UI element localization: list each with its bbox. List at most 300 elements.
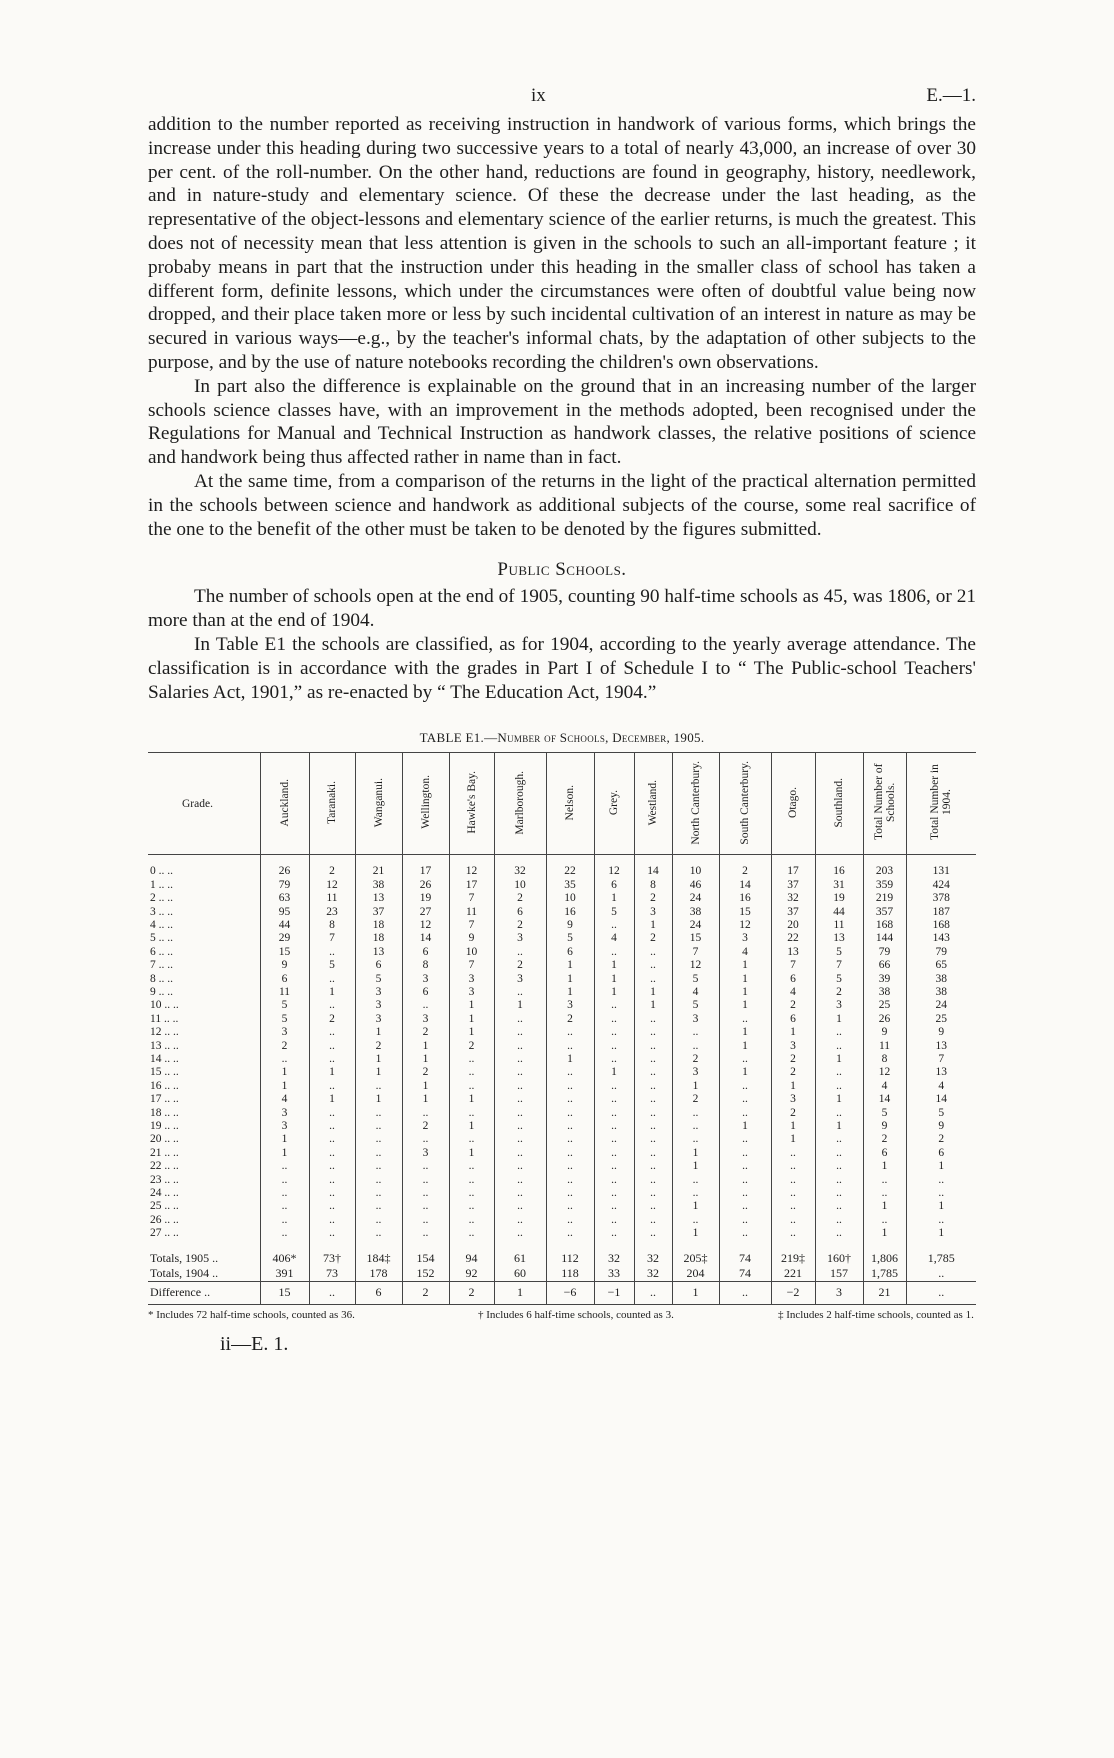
table-cell: 15: [719, 906, 771, 919]
table-cell: 131: [906, 865, 976, 878]
table-cell: 204: [672, 1266, 719, 1282]
table-cell: 1: [719, 1040, 771, 1053]
table-cell: 1: [546, 959, 594, 972]
table-cell: ..: [355, 1227, 402, 1240]
table-cell: 1: [594, 892, 634, 905]
table-cell: 1: [863, 1227, 906, 1240]
table-cell: 1: [634, 919, 672, 932]
table-cell: 424: [906, 879, 976, 892]
table-cell: ..: [594, 1133, 634, 1146]
table-cell: 9: [449, 932, 494, 945]
table-cell: ..: [815, 1214, 863, 1227]
spacer-cell: [309, 855, 355, 866]
row-label: 22 .. ..: [150, 1160, 179, 1173]
table-cell: ..: [355, 1147, 402, 1160]
table-cell: ..: [634, 1174, 672, 1187]
table-cell: 3: [260, 1107, 309, 1120]
table-cell: ..: [771, 1147, 815, 1160]
table-cell: 8: [309, 919, 355, 932]
table-cell: 15: [260, 1281, 309, 1304]
table-row: [148, 1093, 976, 1106]
table-cell: ..: [719, 1281, 771, 1304]
table-cell: 4: [260, 1093, 309, 1106]
table-row: [148, 1266, 976, 1282]
row-label: 24 .. ..: [150, 1187, 179, 1200]
spacer-cell: [719, 855, 771, 866]
table-cell: 1: [594, 1066, 634, 1079]
table-cell: ..: [494, 946, 546, 959]
table-cell: 65: [906, 959, 976, 972]
table-row: [148, 1080, 976, 1093]
row-label: 18 .. ..: [150, 1106, 179, 1119]
column-header-label: Auckland.: [278, 778, 291, 827]
page-signature: ii—E. 1.: [220, 1332, 289, 1355]
table-cell: 1: [260, 1066, 309, 1079]
table-cell: ..: [634, 1013, 672, 1026]
table-cell: ..: [634, 1214, 672, 1227]
table-cell: ..: [634, 1281, 672, 1304]
table-cell: ..: [719, 1174, 771, 1187]
table-cell: ..: [546, 1147, 594, 1160]
table-cell: 3: [672, 1013, 719, 1026]
table-cell: 1: [449, 1093, 494, 1106]
table-cell: 1: [672, 1160, 719, 1173]
table-cell: ..: [815, 1147, 863, 1160]
spacer-cell: [449, 1241, 494, 1251]
table-cell: 79: [260, 879, 309, 892]
table-cell: ..: [494, 1214, 546, 1227]
table-cell: 1: [449, 999, 494, 1012]
table-row: [148, 1120, 976, 1133]
table-cell: ..: [594, 1174, 634, 1187]
table-cell: 9: [906, 1026, 976, 1039]
table-cell: ..: [494, 1174, 546, 1187]
table-cell: ..: [309, 1133, 355, 1146]
table-cell: ..: [634, 1147, 672, 1160]
table-cell: 1: [672, 1147, 719, 1160]
table-cell: 2: [494, 919, 546, 932]
table-cell: 11: [260, 986, 309, 999]
table-cell: ..: [494, 1080, 546, 1093]
table-cell: ..: [594, 999, 634, 1012]
table-cell: −1: [594, 1281, 634, 1304]
table-cell: ..: [546, 1174, 594, 1187]
spacer-cell: [906, 1241, 976, 1251]
table-cell: 144: [863, 932, 906, 945]
table-cell: 2: [449, 1281, 494, 1304]
table-cell: ..: [309, 1160, 355, 1173]
paragraph-4: The number of schools open at the end of 1905, counting 90 half-time schools as 45, was 1806, or 21 more than at the end of 1904.: [148, 586, 976, 632]
table-cell: 184‡: [355, 1251, 402, 1266]
table-cell: ..: [634, 1200, 672, 1213]
row-label: 13 .. ..: [150, 1039, 179, 1052]
table-cell: 39: [863, 973, 906, 986]
spacer-cell: [355, 855, 402, 866]
table-cell: ..: [594, 1147, 634, 1160]
column-header: [494, 753, 546, 855]
table-cell: 1: [355, 1066, 402, 1079]
table-cell: 3: [449, 973, 494, 986]
table-cell: 2: [309, 865, 355, 878]
page-number: ix: [531, 85, 546, 106]
table-cell: 3: [771, 1093, 815, 1106]
table-cell: 12: [672, 959, 719, 972]
table-cell: 1: [355, 1093, 402, 1106]
table-cell: ..: [402, 1227, 449, 1240]
table-cell: −2: [771, 1281, 815, 1304]
table-cell: ..: [494, 1187, 546, 1200]
table-cell: 1: [449, 1120, 494, 1133]
row-label: 19 .. ..: [150, 1120, 179, 1133]
spacer-cell: [672, 1241, 719, 1251]
table-cell: 44: [260, 919, 309, 932]
table-cell: 3: [355, 1013, 402, 1026]
table-cell: 7: [309, 932, 355, 945]
table-row: [148, 1133, 976, 1146]
column-header: [260, 753, 309, 855]
table-cell: 2: [634, 932, 672, 945]
table-cell: 23: [309, 906, 355, 919]
table-cell: ..: [719, 1147, 771, 1160]
table-cell: 152: [402, 1266, 449, 1282]
table-cell: 4: [771, 986, 815, 999]
table-cell: ..: [815, 1040, 863, 1053]
table-cell: ..: [672, 1040, 719, 1053]
table-cell: ..: [634, 1026, 672, 1039]
table-cell: 2: [863, 1133, 906, 1146]
table-cell: ..: [402, 1133, 449, 1146]
table-cell: ..: [815, 1187, 863, 1200]
table-cell: 61: [494, 1251, 546, 1266]
table-cell: 1: [402, 1040, 449, 1053]
table-cell: 22: [546, 865, 594, 878]
table-cell: 1: [906, 1200, 976, 1213]
table-cell: ..: [402, 1107, 449, 1120]
table-cell: ..: [494, 1227, 546, 1240]
table-cell: ..: [449, 1066, 494, 1079]
table-cell: ..: [260, 1160, 309, 1173]
table-spacer: [148, 1241, 976, 1251]
table-cell: 10: [494, 879, 546, 892]
table-cell: 2: [546, 1013, 594, 1026]
table-cell: 13: [815, 932, 863, 945]
table-cell: 3: [719, 932, 771, 945]
table-cell: 2: [719, 865, 771, 878]
column-header-label: Wanganui.: [372, 777, 385, 827]
table-cell: ..: [594, 1160, 634, 1173]
table-cell: ..: [355, 1080, 402, 1093]
table-cell: 1: [771, 1026, 815, 1039]
table-cell: 26: [260, 865, 309, 878]
table-row: [148, 1227, 976, 1240]
table-cell: ..: [594, 1080, 634, 1093]
table-cell: 1: [906, 1227, 976, 1240]
table-cell: ..: [546, 1227, 594, 1240]
table-cell: 18: [355, 919, 402, 932]
table-cell: 3: [634, 906, 672, 919]
column-header: [148, 753, 260, 855]
table-row: [148, 1053, 976, 1066]
paragraph-2: In part also the difference is explainable on the ground that in an increasing number of the larger schools science classes have, with an improvement in the methods adopted, been recognised under the Regulations for Manual and Technical Instruction as handwork classes, the relative positions of science and handwork being thus affected rather in name than in fact.: [148, 375, 976, 469]
table-cell: ..: [402, 1187, 449, 1200]
row-label: Totals, 1905 ..: [150, 1250, 219, 1265]
table-cell: ..: [863, 1214, 906, 1227]
table-cell: ..: [863, 1174, 906, 1187]
table-cell: 2: [672, 1053, 719, 1066]
table-cell: 2: [309, 1013, 355, 1026]
row-label: 6 .. ..: [150, 945, 173, 958]
table-cell: ..: [309, 973, 355, 986]
table-cell: 1: [672, 1281, 719, 1304]
table-cell: 12: [449, 865, 494, 878]
spacer-cell: [906, 855, 976, 866]
table-cell: 391: [260, 1266, 309, 1282]
table-cell: ..: [719, 1053, 771, 1066]
table-cell: ..: [355, 1107, 402, 1120]
table-row: [148, 919, 976, 932]
table-cell: 5: [260, 999, 309, 1012]
table-cell: ..: [594, 1120, 634, 1133]
table-cell: 2: [402, 1026, 449, 1039]
table-cell: ..: [546, 1093, 594, 1106]
spacer-cell: [402, 1241, 449, 1251]
table-cell: ..: [815, 1227, 863, 1240]
table-cell: 74: [719, 1266, 771, 1282]
table-cell: 46: [672, 879, 719, 892]
column-header-label: Westland.: [647, 779, 659, 826]
table-cell: 73†: [309, 1251, 355, 1266]
table-cell: ..: [634, 1080, 672, 1093]
table-cell: ..: [402, 1200, 449, 1213]
table-cell: 5: [309, 959, 355, 972]
row-label: 25 .. ..: [150, 1200, 179, 1213]
table-cell: ..: [494, 1040, 546, 1053]
table-cell: ..: [402, 1174, 449, 1187]
column-header-label: Total Number in 1904.: [929, 764, 954, 841]
footnote-dagger: † Includes 6 half-time schools, counted as 3.: [478, 1308, 674, 1321]
table-cell: 1,785: [863, 1266, 906, 1282]
table-cell: 10: [449, 946, 494, 959]
table-cell: ..: [594, 1200, 634, 1213]
table-cell: 17: [449, 879, 494, 892]
table-cell: ..: [719, 1160, 771, 1173]
table-cell: 2: [771, 1107, 815, 1120]
table-cell: 6: [771, 1013, 815, 1026]
table-cell: 5: [815, 946, 863, 959]
table-cell: ..: [309, 1120, 355, 1133]
spacer-cell: [771, 855, 815, 866]
table-cell: ..: [309, 1174, 355, 1187]
table-cell: 12: [594, 865, 634, 878]
table-cell: 32: [771, 892, 815, 905]
table-cell: ..: [260, 1200, 309, 1213]
table-cell: 1: [719, 1026, 771, 1039]
table-cell: 3: [355, 986, 402, 999]
table-cell: ..: [634, 1093, 672, 1106]
table-cell: 1: [771, 1080, 815, 1093]
table-cell: 5: [260, 1013, 309, 1026]
table-cell: 6: [402, 946, 449, 959]
table-cell: ..: [634, 1107, 672, 1120]
table-cell: ..: [634, 959, 672, 972]
table-cell: 19: [402, 892, 449, 905]
table-cell: 2: [494, 892, 546, 905]
paragraph-3: At the same time, from a comparison of the returns in the light of the practical alternation permitted in the schools between science and handwork as additional subjects of the course, some real sacrifice of the one to the benefit of the other must be taken to be denoted by the figures submitted.: [148, 470, 976, 540]
column-header: [634, 753, 672, 855]
table-cell: 178: [355, 1266, 402, 1282]
table-cell: ..: [449, 1187, 494, 1200]
table-cell: 187: [906, 906, 976, 919]
row-label: 10 .. ..: [150, 999, 179, 1012]
table-cell: ..: [719, 1133, 771, 1146]
table-cell: 1: [309, 1066, 355, 1079]
table-cell: ..: [815, 1200, 863, 1213]
spacer-cell: [594, 855, 634, 866]
table-cell: ..: [494, 1053, 546, 1066]
table-cell: 1: [634, 986, 672, 999]
table-cell: 5: [355, 973, 402, 986]
spacer-cell: [594, 1241, 634, 1251]
table-cell: 1: [494, 1281, 546, 1304]
table-cell: ..: [494, 1160, 546, 1173]
table-cell: 8: [402, 959, 449, 972]
column-header: [355, 753, 402, 855]
table-cell: 11: [815, 919, 863, 932]
table-cell: 38: [355, 879, 402, 892]
table-cell: 13: [906, 1066, 976, 1079]
table-cell: ..: [402, 1160, 449, 1173]
table-cell: ..: [546, 1120, 594, 1133]
table-cell: 6: [355, 1281, 402, 1304]
table-cell: 6: [594, 879, 634, 892]
table-cell: 1: [402, 1093, 449, 1106]
column-header-label: Total Number of Schools.: [872, 764, 897, 841]
table-cell: ..: [634, 1053, 672, 1066]
row-label: 2 .. ..: [150, 892, 173, 905]
table-row: [148, 932, 976, 945]
table-cell: 7: [771, 959, 815, 972]
table-cell: 37: [771, 879, 815, 892]
column-header: [906, 753, 976, 855]
table-cell: ..: [771, 1200, 815, 1213]
table-cell: 7: [815, 959, 863, 972]
table-row: [148, 1187, 976, 1200]
table-cell: 1: [546, 986, 594, 999]
table-cell: ..: [634, 1227, 672, 1240]
table-cell: ..: [771, 1174, 815, 1187]
table-cell: 1: [771, 1133, 815, 1146]
row-label: 15 .. ..: [150, 1066, 179, 1079]
table-cell: 1: [719, 986, 771, 999]
table-cell: ..: [594, 1040, 634, 1053]
table-header-row: [148, 753, 976, 855]
table-row: [148, 1066, 976, 1079]
table-cell: ..: [355, 1214, 402, 1227]
table-cell: 35: [546, 879, 594, 892]
schools-table: [148, 752, 976, 1304]
table-cell: 1: [309, 986, 355, 999]
table-row: [148, 879, 976, 892]
spacer-cell: [546, 1241, 594, 1251]
table-cell: 221: [771, 1266, 815, 1282]
table-cell: ..: [594, 1214, 634, 1227]
table-cell: 2: [260, 1040, 309, 1053]
table-cell: ..: [906, 1214, 976, 1227]
table-cell: 5: [672, 973, 719, 986]
table-row: [148, 959, 976, 972]
table-row: [148, 1026, 976, 1039]
table-cell: 1: [402, 1053, 449, 1066]
table-cell: 6: [402, 986, 449, 999]
table-cell: ..: [594, 1093, 634, 1106]
table-cell: 2: [672, 1093, 719, 1106]
spacer-cell: [546, 855, 594, 866]
table-cell: 1: [719, 999, 771, 1012]
table-cell: 5: [594, 906, 634, 919]
table-cell: 24: [906, 999, 976, 1012]
table-cell: 16: [719, 892, 771, 905]
table-cell: 1: [815, 1093, 863, 1106]
table-cell: ..: [260, 1227, 309, 1240]
spacer-cell: [815, 855, 863, 866]
table-cell: 37: [771, 906, 815, 919]
table-cell: 1: [449, 1026, 494, 1039]
table-cell: ..: [309, 946, 355, 959]
table-cell: 1: [355, 1026, 402, 1039]
table-cell: 168: [906, 919, 976, 932]
column-header: [719, 753, 771, 855]
table-cell: 27: [402, 906, 449, 919]
table-row: [148, 1107, 976, 1120]
section-heading: Public Schools.: [497, 559, 627, 581]
table-cell: 94: [449, 1251, 494, 1266]
table-cell: 3: [546, 999, 594, 1012]
table-cell: 3: [771, 1040, 815, 1053]
table-cell: 8: [863, 1053, 906, 1066]
table-cell: ..: [260, 1187, 309, 1200]
table-cell: 1: [771, 1120, 815, 1133]
table-cell: 21: [863, 1281, 906, 1304]
table-cell: 1: [449, 1013, 494, 1026]
row-label: 27 .. ..: [150, 1227, 179, 1240]
row-label: 3 .. ..: [150, 905, 173, 918]
spacer-cell: [719, 1241, 771, 1251]
table-cell: 3: [260, 1120, 309, 1133]
table-cell: 1: [672, 1227, 719, 1240]
table-cell: ..: [546, 1200, 594, 1213]
table-cell: ..: [634, 1187, 672, 1200]
table-cell: ..: [546, 1214, 594, 1227]
document-code: E.—1.: [926, 85, 976, 106]
table-cell: 3: [449, 986, 494, 999]
table-cell: 406*: [260, 1251, 309, 1266]
table-cell: 1: [546, 1053, 594, 1066]
table-cell: 25: [863, 999, 906, 1012]
column-header-label: Marlborough.: [514, 770, 526, 835]
table-cell: 20: [771, 919, 815, 932]
table-cell: 3: [815, 1281, 863, 1304]
table-cell: ..: [634, 1133, 672, 1146]
table-cell: ..: [863, 1187, 906, 1200]
row-label: 20 .. ..: [150, 1133, 179, 1146]
table-cell: 1: [260, 1147, 309, 1160]
table-cell: 38: [863, 986, 906, 999]
table-cell: ..: [260, 1174, 309, 1187]
row-label: 26 .. ..: [150, 1213, 179, 1226]
table-cell: 4: [906, 1080, 976, 1093]
column-header: [546, 753, 594, 855]
column-header-label: Nelson.: [564, 784, 576, 821]
